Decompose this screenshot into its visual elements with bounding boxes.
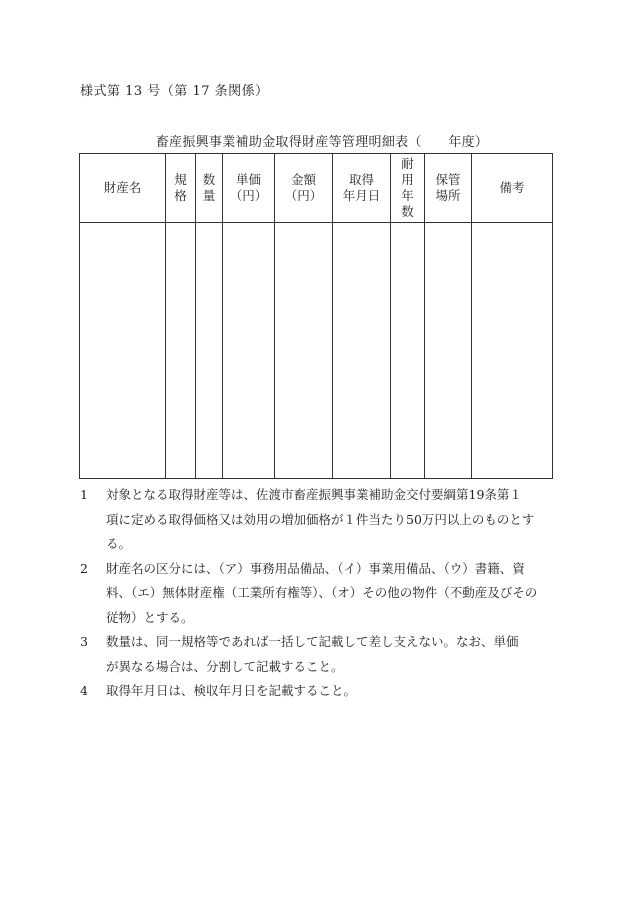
note-item: [80, 679, 550, 704]
cell-storage-location[interactable]: [425, 223, 472, 479]
header-unit-price: 単価 （円）: [223, 154, 275, 223]
note-number: 3: [80, 634, 88, 649]
cell-remarks[interactable]: [472, 223, 553, 479]
note-item: [80, 557, 550, 631]
header-amount: 金額 （円）: [275, 154, 333, 223]
cell-specification[interactable]: [166, 223, 196, 479]
header-quantity: 数 量: [196, 154, 223, 223]
note-item: [80, 630, 550, 679]
note-text: 取得年月日は、検収年月日を記載すること。: [106, 683, 357, 698]
note-text: 数量は、同一規格等であれば一括して記載して差し支えない。なお、単価 が異なる場合は、分割して記載すること。: [106, 634, 519, 674]
table-header-row: [80, 154, 553, 223]
header-asset-name: 財産名: [80, 154, 166, 223]
cell-quantity[interactable]: [196, 223, 223, 479]
header-storage-location: 保管 場所: [425, 154, 472, 223]
note-number: 1: [80, 487, 88, 502]
cell-useful-life[interactable]: [391, 223, 425, 479]
note-item: [80, 483, 550, 557]
cell-acquisition-date[interactable]: [333, 223, 391, 479]
note-text: 財産名の区分には、（ア）事務用品備品、（イ）事業用備品、（ウ）書籍、資 料、（エ）無体財産権（工業所有権等）、（オ）その他の物件（不動産及びその 従物）とする。: [106, 560, 538, 625]
note-text: 対象となる取得財産等は、佐渡市畜産振興事業補助金交付要綱第19条第１ 項に定める取得価格又は効用の増加価格が１件当たり50万円以上のものとす る。: [106, 487, 535, 551]
note-number: 2: [80, 560, 88, 576]
header-remarks: 備考: [472, 154, 553, 223]
cell-amount[interactable]: [275, 223, 333, 479]
header-acquisition-date: 取得 年月日: [333, 154, 391, 223]
header-useful-life: 耐 用 年 数: [391, 154, 425, 223]
document-title: 畜産振興事業補助金取得財産等管理明細表（ 年度）: [155, 135, 489, 150]
table-row: [80, 223, 553, 479]
form-number: 様式第 13 号（第 17 条関係）: [80, 84, 269, 99]
cell-asset-name[interactable]: [80, 223, 166, 479]
header-specification: 規 格: [166, 154, 196, 223]
cell-unit-price[interactable]: [223, 223, 275, 479]
notes-list: [80, 483, 550, 704]
note-number: 4: [80, 683, 88, 698]
asset-ledger-table: [79, 153, 553, 479]
